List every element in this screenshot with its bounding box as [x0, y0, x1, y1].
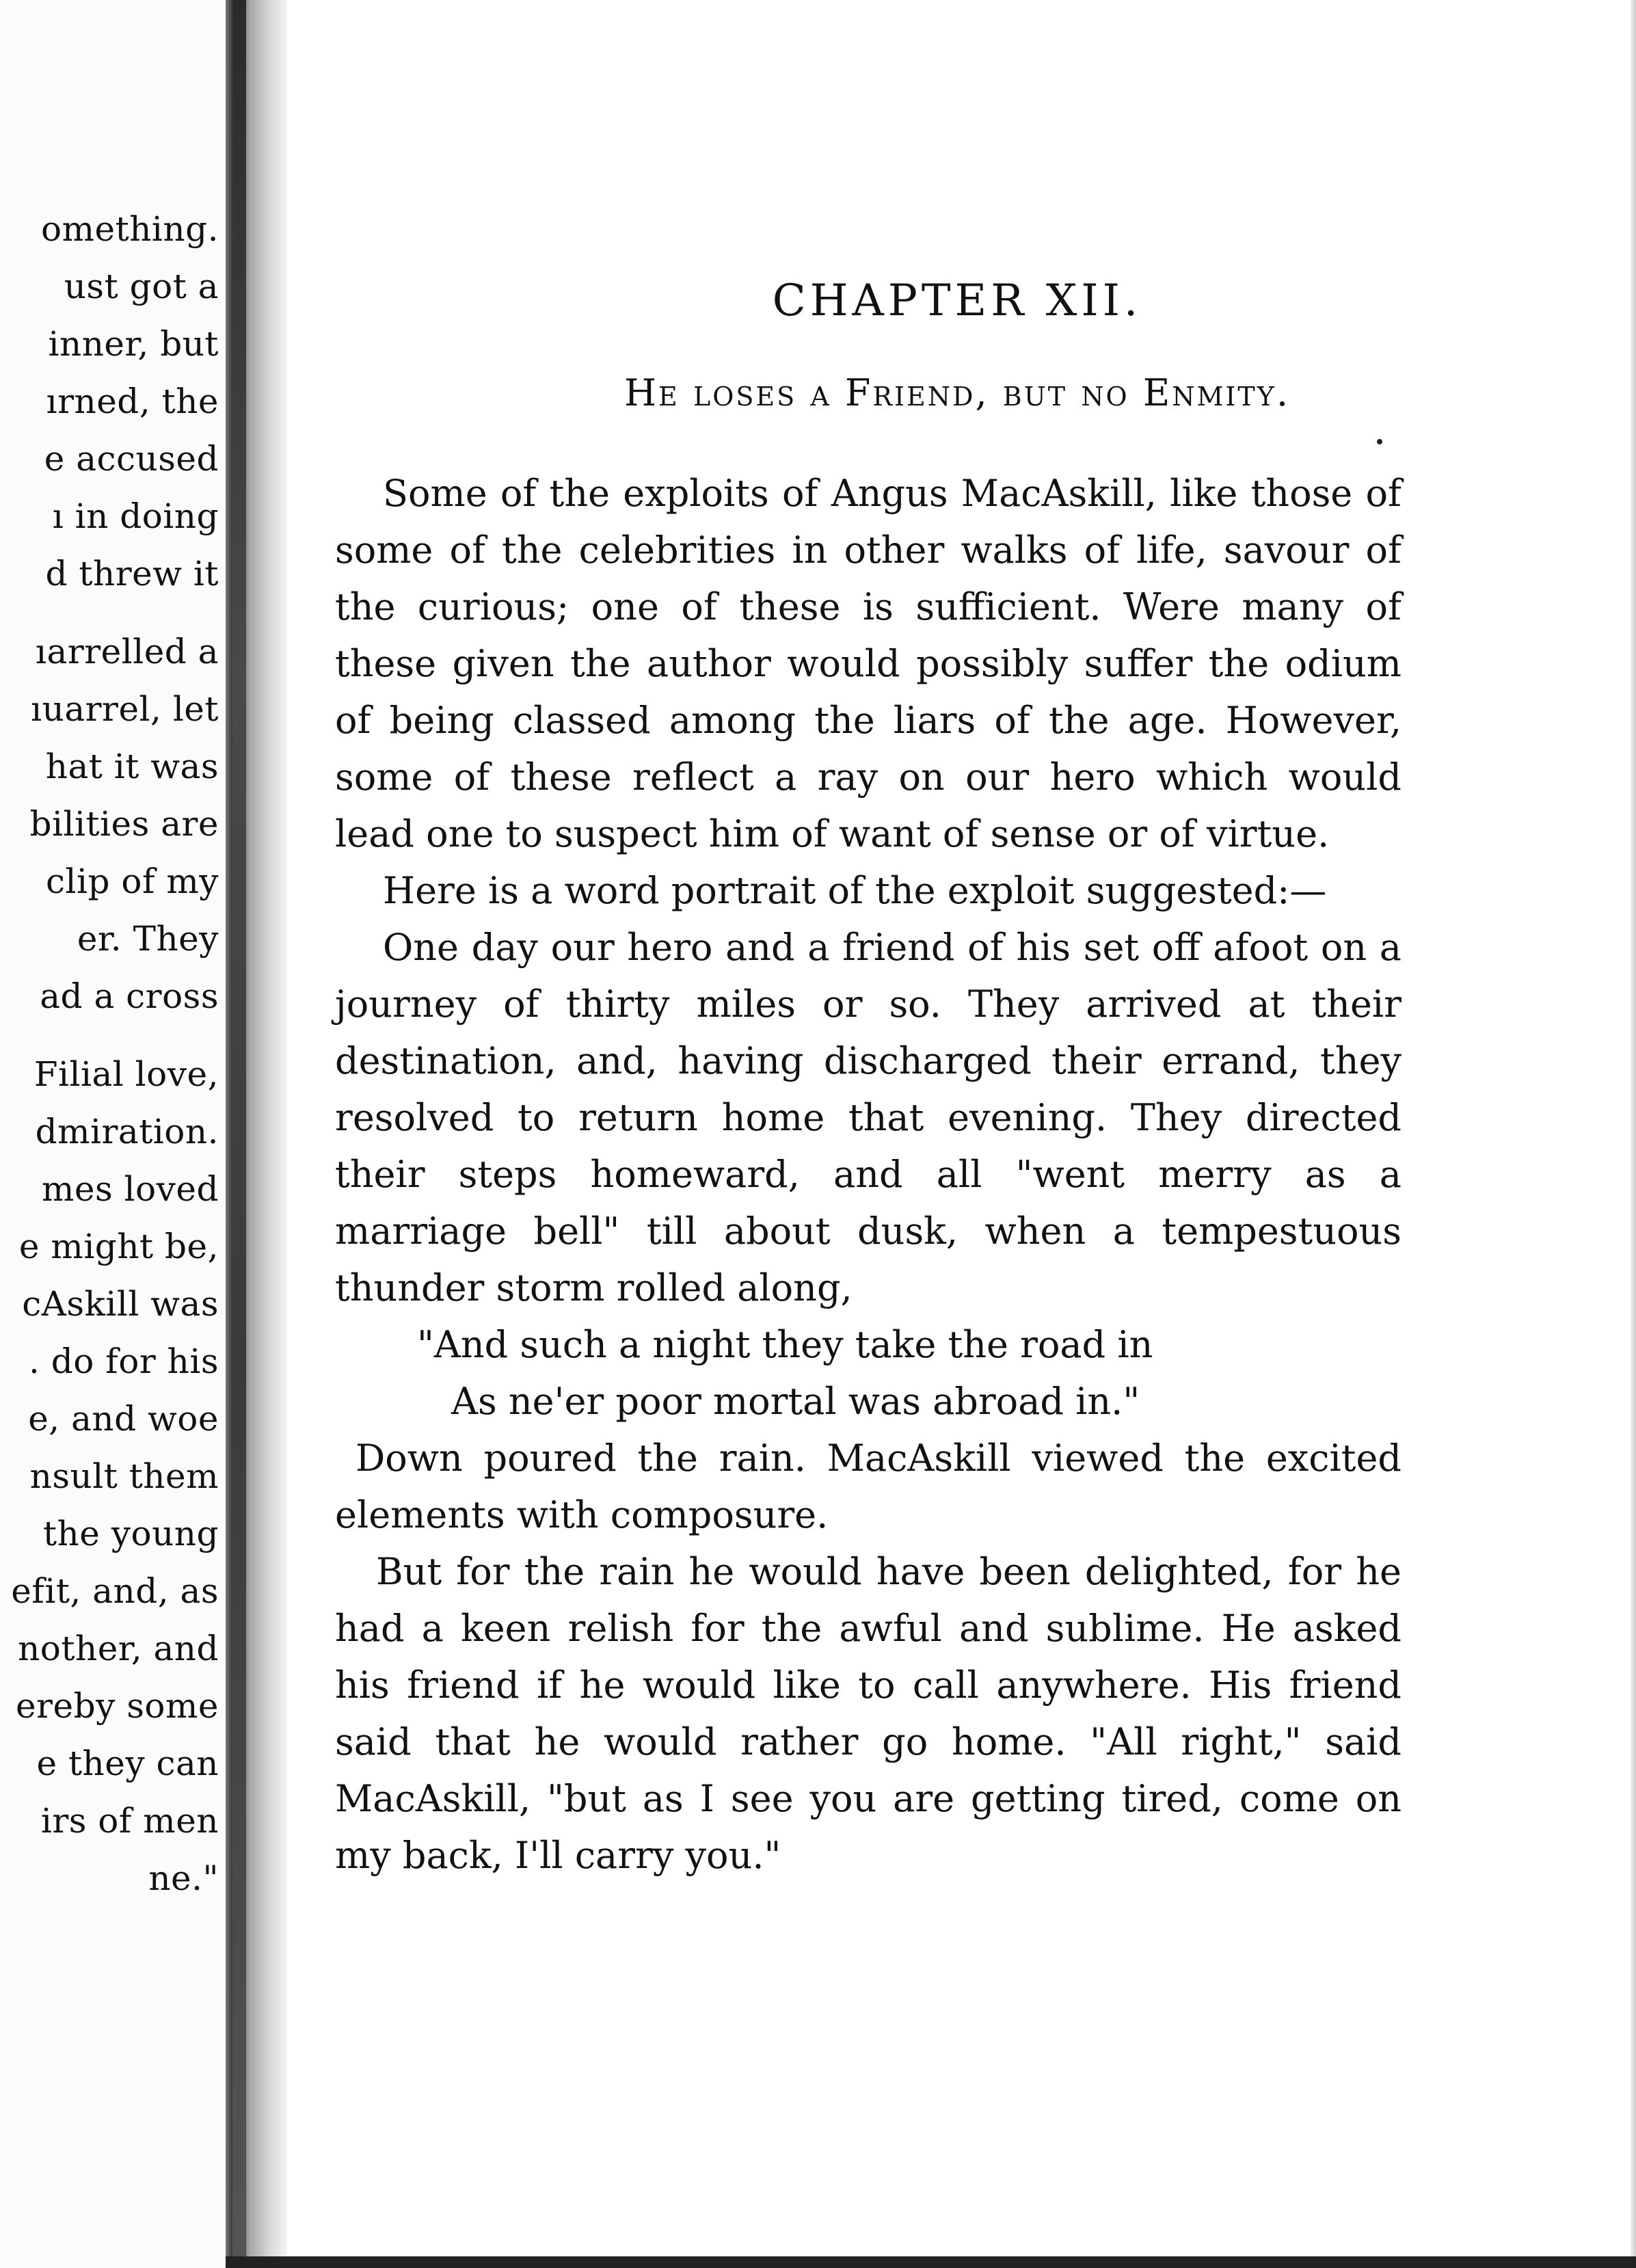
chapter-title: CHAPTER XII.: [772, 276, 1142, 326]
left-page-line: the young: [42, 1514, 219, 1553]
left-page-line: e they can: [36, 1744, 219, 1783]
paragraph: Down poured the rain. MacAskill viewed the excited elements with composure.: [335, 1437, 1402, 1536]
bottom-edge: [226, 2256, 1636, 2268]
paragraph: Some of the exploits of Angus MacAskill, like those of some of the celebrities in other walks of life, savour of the curious; one of these is sufficient. Were many of these given the author would possibly suffer the odium of being classed among the liars of the age. However, some of these reflect a ray on our hero which would lead one to suspect him of want of sense or of virtue.: [335, 472, 1402, 855]
left-page-line: dmiration.: [35, 1112, 219, 1151]
paragraph: But for the rain he would have been delighted, for he had a keen relish for the awful and sublime. He asked his friend if he would like to call anywhere. His friend said that he would rather go home. "All right," said MacAskill, "but as I see you are getting tired, come on my back, I'll carry you.": [335, 1550, 1402, 1877]
right-page: [287, 0, 1627, 2256]
binding-shadow: [232, 0, 246, 2268]
left-page-line: hat it was: [45, 747, 219, 786]
left-page-line: ı in doing: [52, 496, 219, 536]
left-page-line: ereby some: [16, 1686, 219, 1726]
left-page-line: nother, and: [18, 1629, 219, 1668]
left-page-line: ad a cross: [40, 976, 219, 1016]
left-page-line: cAskill was: [22, 1284, 219, 1324]
left-page-fragment: [0, 0, 226, 2268]
chapter-subtitle: He loses a Friend, but no Enmity.: [623, 371, 1291, 414]
left-page-line: inner, but: [48, 324, 219, 364]
left-page-line: omething.: [41, 209, 219, 249]
left-page-line: nsult them: [29, 1456, 219, 1496]
left-page-line: irs of men: [40, 1801, 219, 1841]
verse-quote: [335, 1316, 1402, 1430]
left-page-line: efit, and, as: [11, 1571, 219, 1611]
left-page-line: ust got a: [64, 267, 219, 306]
chapter-body: [335, 465, 1402, 1884]
left-page-line: . do for his: [28, 1342, 219, 1381]
paragraph: One day our hero and a friend of his set off afoot on a journey of thirty miles or so. They arrived at their destination, and, having discharged their errand, they resolved to return home that evening. They directed their steps homeward, and all "went merry as a marriage bell" till about dusk, when a tempestuous thunder storm rolled along,: [335, 926, 1402, 1309]
ink-speck: [1377, 439, 1382, 444]
left-page-line: d threw it: [45, 554, 219, 593]
left-page-line: ıarrelled a: [36, 632, 219, 671]
left-page-line: ne.": [148, 1858, 219, 1898]
page-edge: [1631, 0, 1636, 2268]
left-page-line: e, and woe: [28, 1399, 219, 1439]
left-page-line: ırned, the: [46, 382, 219, 421]
left-page-line: ıuarrel, let: [31, 689, 219, 729]
left-page-line: er. They: [77, 919, 219, 959]
left-page-line: bilities are: [29, 804, 219, 844]
verse-line: As ne'er poor mortal was abroad in.": [451, 1380, 1140, 1423]
verse-line: "And such a night they take the road in: [417, 1323, 1153, 1366]
left-page-line: Filial love,: [33, 1054, 219, 1094]
left-page-line: e accused: [44, 439, 219, 479]
left-page-line: e might be,: [18, 1227, 219, 1266]
left-page-line: mes loved: [42, 1169, 219, 1209]
paragraph: Here is a word portrait of the exploit suggested:—: [383, 869, 1327, 912]
left-page-line: clip of my: [45, 862, 219, 901]
